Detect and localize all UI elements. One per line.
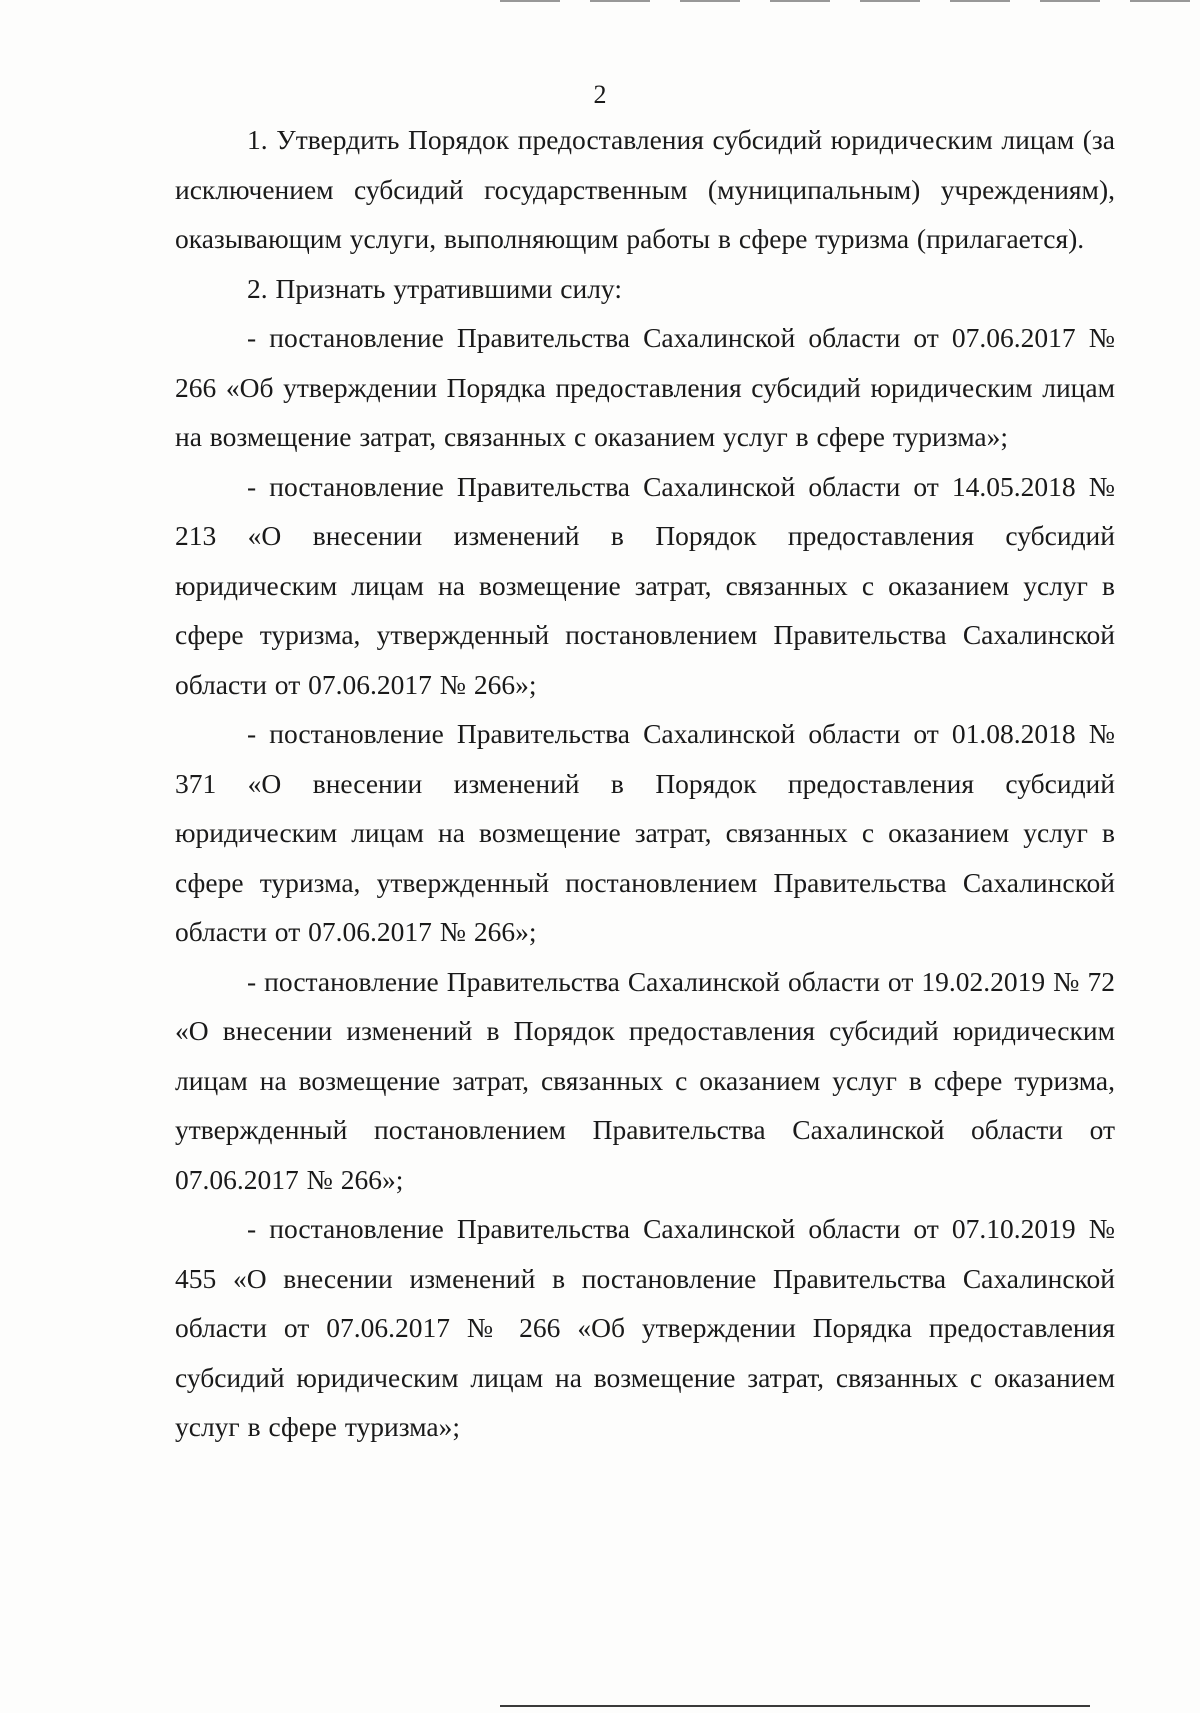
paragraph-repeal-item-455: - постановление Правительства Сахалинской области от 07.10.2019 № 455 «О внесении изменений в постановление Правительства Сахалинской области от 07.06.2017 № 266 «Об утверждении Порядка предоставления субсидий юридическим лицам на возмещение затрат, связанных с оказанием услуг в сфере туризма»;: [175, 1213, 1115, 1442]
paragraph-approve-procedure: 1. Утвердить Порядок предоставления субсидий юридическим лицам (за исключением субсидий государственным (муниципальным) учреждениям), оказывающим услуги, выполняющим работы в сфере туризма (прилагается).: [175, 124, 1115, 254]
paragraph-repeal-item-266: - постановление Правительства Сахалинской области от 07.06.2017 № 266 «Об утверждении Порядка предоставления субсидий юридическим лицам на возмещение затрат, связанных с оказанием услуг в сфере туризма»;: [175, 322, 1115, 452]
paragraph-repeal-item-213: - постановление Правительства Сахалинской области от 14.05.2018 № 213 «О внесении изменений в Порядок предоставления субсидий юридическим лицам на возмещение затрат, связанных с оказанием услуг в сфере туризма, утвержденный постановлением Правительства Сахалинской области от 07.06.2017 № 266»;: [175, 470, 1115, 700]
paragraph-repeal-item-371: - постановление Правительства Сахалинской области от 01.08.2018 № 371 «О внесении изменений в Порядок предоставления субсидий юридическим лицам на возмещение затрат, связанных с оказанием услуг в сфере туризма, утвержденный постановлением Правительства Сахалинской области от 07.06.2017 № 266»;: [175, 718, 1115, 947]
document-body: [175, 115, 1115, 1452]
scan-edge-top: [500, 0, 1200, 2]
scan-edge-bottom: [500, 1705, 1090, 1707]
paragraph-repeal-heading: 2. Признать утратившими силу:: [247, 272, 622, 304]
paragraph-repeal-item-72: - постановление Правительства Сахалинской области от 19.02.2019 № 72 «О внесении изменений в Порядок предоставления субсидий юридическим лицам на возмещение затрат, связанных с оказанием услуг в сфере туризма, утвержденный постановлением Правительства Сахалинской области от 07.06.2017 № 266»;: [175, 965, 1115, 1195]
page-number: 2: [593, 80, 607, 109]
